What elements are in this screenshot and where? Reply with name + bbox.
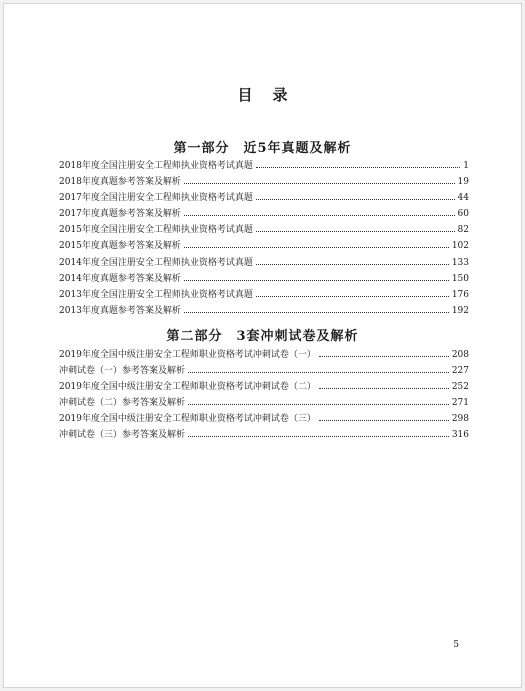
dot-leader (184, 274, 449, 281)
dot-leader (256, 290, 449, 297)
toc-entry-title: 冲刺试卷（一）参考答案及解析 (59, 366, 186, 377)
toc-entry[interactable] (59, 363, 469, 379)
toc-entry-title: 2019年度全国中级注册安全工程师职业资格考试冲刺试卷（三） (59, 414, 316, 425)
part2-heading: 第二部分 3套冲刺试卷及解析 (166, 329, 359, 344)
toc-entry-title: 2013年度全国注册安全工程师执业资格考试真题 (59, 289, 253, 300)
toc-entry-page: 19 (457, 177, 469, 188)
toc-entry[interactable] (59, 395, 469, 411)
toc-entry[interactable] (59, 427, 469, 443)
toc-entry-page: 176 (451, 289, 469, 300)
toc-entry-title: 2014年度全国注册安全工程师执业资格考试真题 (59, 257, 253, 268)
dot-leader (256, 161, 460, 168)
toc-entry[interactable] (59, 287, 469, 303)
toc-entry[interactable] (59, 174, 469, 190)
toc-entry-page: 44 (457, 193, 469, 204)
toc-entry-title: 2019年度全国中级注册安全工程师职业资格考试冲刺试卷（二） (59, 382, 316, 393)
dot-leader (184, 177, 455, 184)
toc-entry[interactable] (59, 238, 469, 254)
toc-entry-page: 252 (451, 382, 469, 393)
toc-entry-title: 冲刺试卷（三）参考答案及解析 (59, 430, 186, 441)
dot-leader (319, 382, 449, 389)
toc-entry-title: 2018年度真题参考答案及解析 (59, 177, 181, 188)
dot-leader (319, 350, 449, 357)
toc-entry-title: 2019年度全国中级注册安全工程师职业资格考试冲刺试卷（一） (59, 350, 316, 360)
toc-entry-title: 2014年度真题参考答案及解析 (59, 273, 181, 284)
dot-leader (319, 414, 449, 421)
toc-entry-page: 1 (463, 161, 469, 171)
toc-entry[interactable] (59, 158, 469, 174)
toc-entry-page: 102 (451, 241, 469, 252)
dot-leader (188, 366, 449, 373)
dot-leader (188, 398, 449, 405)
toc-entry[interactable] (59, 271, 469, 287)
toc-entry-page: 82 (457, 225, 469, 236)
part2-toc-list (59, 347, 469, 444)
dot-leader (256, 258, 449, 265)
toc-entry-page: 227 (451, 366, 469, 377)
page-number: 5 (453, 640, 459, 650)
toc-entry-page: 192 (451, 305, 469, 316)
toc-entry[interactable] (59, 222, 469, 238)
toc-entry[interactable] (59, 303, 469, 319)
toc-entry-title: 2017年度真题参考答案及解析 (59, 209, 181, 220)
toc-entry-title: 2013年度真题参考答案及解析 (59, 305, 181, 316)
toc-entry[interactable] (59, 206, 469, 222)
toc-title: 目录 (237, 86, 308, 104)
toc-entry-page: 271 (451, 398, 469, 409)
dot-leader (256, 225, 455, 232)
dot-leader (184, 306, 449, 313)
toc-entry-title: 2015年度全国注册安全工程师执业资格考试真题 (59, 225, 253, 236)
document-page (3, 3, 522, 688)
toc-entry[interactable] (59, 190, 469, 206)
dot-leader (256, 193, 455, 200)
part1-toc-list (59, 158, 469, 319)
toc-entry-page: 208 (451, 350, 469, 360)
toc-entry-title: 2018年度全国注册安全工程师执业资格考试真题 (59, 161, 253, 171)
toc-entry-page: 133 (451, 257, 469, 268)
toc-entry-page: 60 (457, 209, 469, 220)
toc-entry-page: 150 (451, 273, 469, 284)
toc-entry[interactable] (59, 411, 469, 427)
toc-entry-title: 2017年度全国注册安全工程师执业资格考试真题 (59, 193, 253, 204)
dot-leader (184, 241, 449, 248)
dot-leader (184, 209, 455, 216)
toc-entry[interactable] (59, 347, 469, 363)
toc-entry[interactable] (59, 255, 469, 271)
toc-entry[interactable] (59, 379, 469, 395)
toc-entry-page: 316 (451, 430, 469, 441)
toc-entry-title: 冲刺试卷（二）参考答案及解析 (59, 398, 186, 409)
toc-entry-page: 298 (451, 414, 469, 425)
dot-leader (188, 430, 449, 437)
part1-heading: 第一部分 近5年真题及解析 (173, 141, 352, 156)
toc-entry-title: 2015年度真题参考答案及解析 (59, 241, 181, 252)
